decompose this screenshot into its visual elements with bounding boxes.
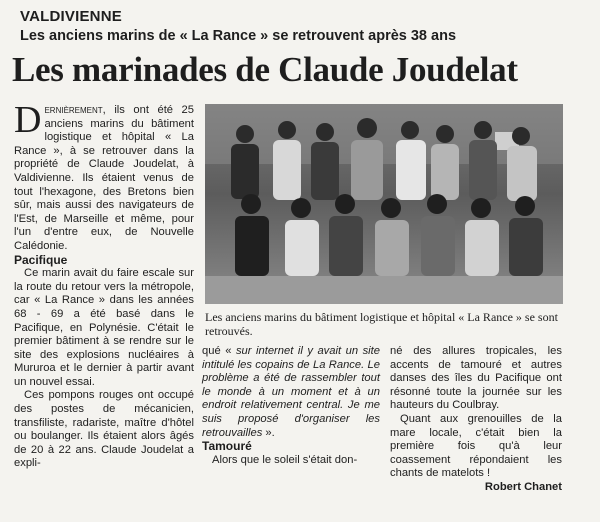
- article-subhead: Les anciens marins de « La Rance » se retrouvent après 38 ans: [20, 28, 457, 44]
- lead-word: ernièrement,: [44, 104, 106, 116]
- drop-cap: D: [14, 99, 42, 141]
- paragraph-quote: [202, 345, 380, 440]
- quote-start: qué «: [202, 345, 236, 357]
- quote-end: ».: [262, 426, 275, 439]
- group-photo: [205, 104, 563, 304]
- paragraph-grenouilles: Quant aux grenouilles de la mare locale, c'était bien la première fois qu'à leur coassement répondaient les chants de matelots !: [390, 412, 562, 480]
- paragraph-tropical: né des allures tropicales, les accents de tamouré et autres danses des îles du Pacifique ont résonné toute la journée sur les hauteurs du Coulbray.: [390, 345, 562, 412]
- author-signature: Robert Chanet: [484, 480, 562, 493]
- article-headline: Les marinades de Claude Joudelat: [12, 50, 518, 89]
- paragraph-pacifique: Ce marin avait du faire escale sur la route du retour vers la métropole, car « La Rance » dans les années 68 - 69 a été basé dans le Pacifique, en Polynésie. C'était le premier bâtiment à se rendre sur le site des explosions nucléaires à Mururoa et le dernier à partir avant un nouvel essai.: [14, 267, 194, 388]
- article-column-3: [390, 345, 562, 495]
- section-kicker: VALDIVIENNE: [20, 8, 122, 25]
- section-heading-tamoure: Tamouré: [202, 439, 252, 454]
- section-heading-pacifique: Pacifique: [14, 252, 68, 267]
- paragraph-soleil: Alors que le soleil s'était don-: [212, 453, 358, 466]
- article-column-2: [202, 345, 380, 467]
- paragraph-intro: [14, 99, 194, 254]
- intro-text: ils ont été 25 anciens marins du bâtiment logistique et hôpital « La Rance », à se retrouver dans la propriété de Claude Joudelat, à Valdivienne. Ils étaient venus de tout l'hexagone, des Bretons bien sûr, mais aussi des navigateurs de l'Est, de Marseille et même, pour l'un d'entre eux, de Nouvelle Calédonie.: [14, 104, 194, 252]
- quote-text: sur internet il y avait un site intitulé les copains de La Rance. Le problème a été de rassembler tout le monde à un moment et à un endroit relativement central. Je me suis proposé d'organiser les retrouvailles: [202, 345, 380, 439]
- paragraph-pompons: Ces pompons rouges ont occupé des postes de mécanicien, transfiliste, radariste, maître d'hôtel ou boulanger. Ils étaient alors âgés de 20 à 22 ans. Claude Joudelat a expli-: [14, 389, 194, 470]
- article-column-1: [14, 99, 194, 471]
- photo-caption: Les anciens marins du bâtiment logistique et hôpital « La Rance » se sont retrouvés.: [205, 310, 558, 338]
- group-photo-illustration: [205, 104, 563, 304]
